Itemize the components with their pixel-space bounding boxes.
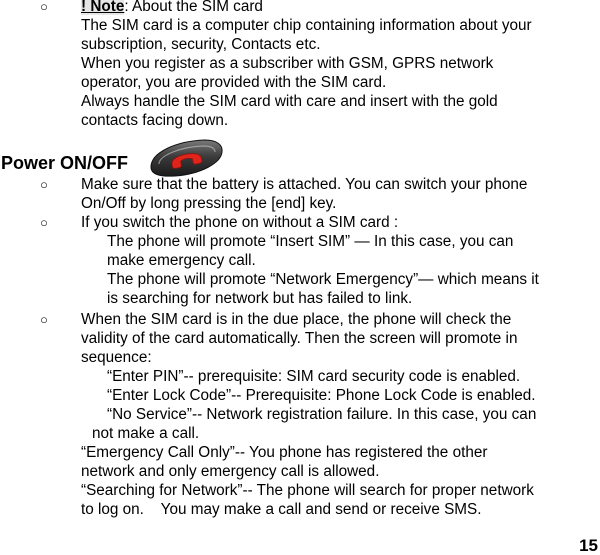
sim-check-line: When the SIM card is in the due place, the phone will check the xyxy=(81,311,512,328)
note-line: contacts facing down. xyxy=(81,112,229,129)
no-sim-line: is searching for network but has failed to link. xyxy=(107,290,413,307)
no-sim-intro: If you switch the phone on without a SIM card : xyxy=(81,214,399,231)
sequence-line: not make a call. xyxy=(92,425,200,442)
note-title-rest: : About the SIM card xyxy=(124,0,263,15)
page-number: 15 xyxy=(579,536,598,555)
end-call-key-icon xyxy=(145,137,225,179)
sequence-line: “Emergency Call Only”-- You phone has registered the other xyxy=(81,444,488,461)
sequence-line: “Enter PIN”-- prerequisite: SIM card security code is enabled. xyxy=(107,368,521,385)
note-line: When you register as a subscriber with GSM, GPRS network xyxy=(81,55,494,72)
no-sim-line: make emergency call. xyxy=(107,252,256,269)
note-line: operator, you are provided with the SIM card. xyxy=(81,74,387,91)
sequence-line: “No Service”-- Network registration failure. In this case, you can xyxy=(107,406,537,423)
section-heading: Power ON/OFF xyxy=(1,153,129,173)
note-line: The SIM card is a computer chip containing information about your xyxy=(81,17,532,34)
battery-line: On/Off by long pressing the [end] key. xyxy=(81,195,337,212)
sequence-line: network and only emergency call is allowed. xyxy=(81,463,380,480)
note-label: ! Note xyxy=(81,0,125,15)
note-line: subscription, security, Contacts etc. xyxy=(81,36,321,53)
sim-check-line: sequence: xyxy=(81,349,152,366)
note-line: Always handle the SIM card with care and insert with the gold xyxy=(81,93,498,110)
no-sim-line: The phone will promote “Insert SIM” — In this case, you can xyxy=(107,233,514,250)
bullet-marker: ○ xyxy=(40,0,48,14)
bullet-marker: ○ xyxy=(40,177,48,192)
bullet-marker: ○ xyxy=(40,312,48,327)
sequence-line: “Searching for Network”-- The phone will search for proper network xyxy=(81,482,534,499)
sequence-line: to log on. You may make a call and send or receive SMS. xyxy=(81,501,482,518)
sim-check-line: validity of the card automatically. Then the screen will promote in xyxy=(81,330,518,347)
no-sim-line: The phone will promote “Network Emergency”— which means it xyxy=(107,271,539,288)
bullet-marker: ○ xyxy=(40,215,48,230)
sequence-line: “Enter Lock Code”-- Prerequisite: Phone Lock Code is enabled. xyxy=(107,387,536,404)
note-title xyxy=(81,0,263,16)
battery-line: Make sure that the battery is attached. You can switch your phone xyxy=(81,176,528,193)
